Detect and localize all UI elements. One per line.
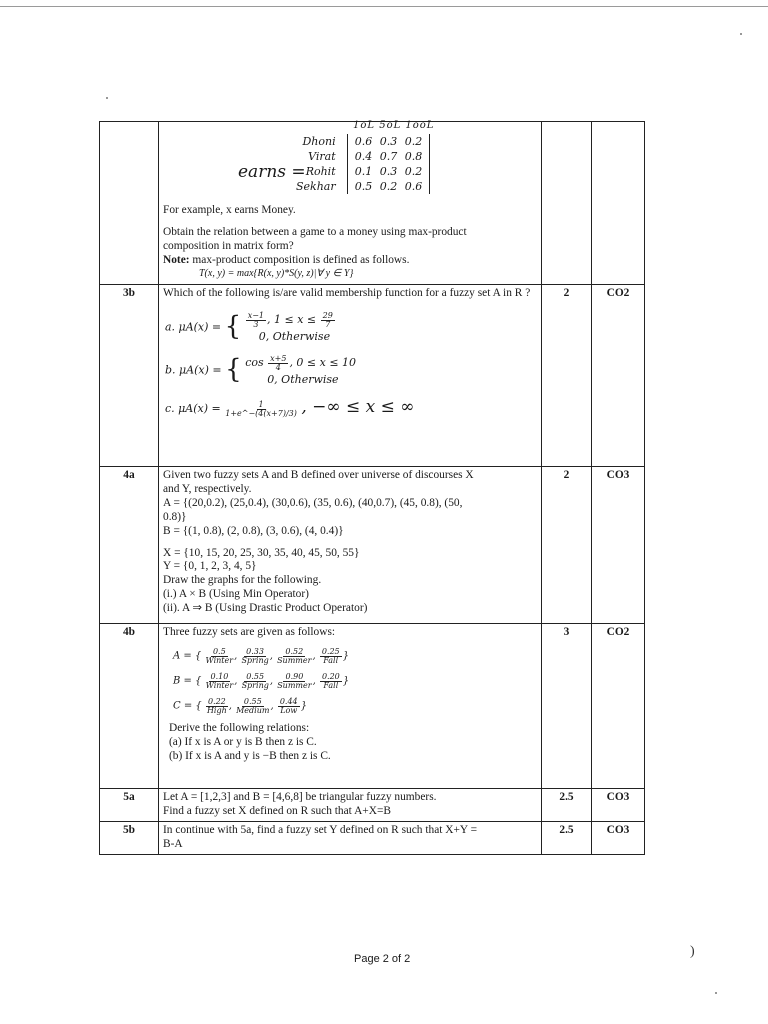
element: Fall <box>323 680 339 690</box>
marks-value: 2.5 <box>542 821 592 854</box>
otherwise-case: 0, Otherwise <box>258 329 331 343</box>
marks-value: 2.5 <box>542 789 592 822</box>
membership: 0.25 <box>321 646 340 656</box>
question-number: 3b <box>100 285 159 467</box>
marks-value: 2 <box>542 285 592 467</box>
question-text-cell <box>159 624 542 789</box>
option-c <box>165 397 537 418</box>
page-number: Page 2 of 2 <box>354 953 411 965</box>
co-cell <box>592 122 645 285</box>
question-text: Three fuzzy sets are given as follows: <box>163 626 336 638</box>
question-number: 4a <box>100 467 159 624</box>
set-a-definition: A = {(20,0.2), (25,0.4), (30,0.6), (35, 0.6), (40,0.7), (45, 0.8), (50, <box>163 496 463 509</box>
sub-question: (i.) A × B (Using Min Operator) <box>163 588 309 601</box>
question-number: 5b <box>100 821 159 854</box>
matrix-cell: 0.6 <box>354 135 373 148</box>
option-a-label: a. μA(x) = <box>165 320 222 334</box>
question-number-cell <box>100 122 159 285</box>
matrix-name: earns = <box>238 162 306 182</box>
question-text: Find a fuzzy set X defined on R such that A+X=B <box>163 804 391 817</box>
membership: 0.44 <box>279 696 298 706</box>
option-a <box>165 311 537 344</box>
matrix-row-labels <box>296 134 336 194</box>
fraction-denominator: 7 <box>325 319 331 329</box>
question-text: Draw the graphs for the following. <box>163 574 322 587</box>
matrix-cell: 0.7 <box>379 150 398 163</box>
note-body: max-product composition is defined as follows. <box>189 253 410 266</box>
left-brace-icon: { <box>225 354 242 385</box>
membership: 0.90 <box>285 671 304 681</box>
matrix-values <box>347 134 430 194</box>
co-value: CO3 <box>592 789 645 822</box>
element: Winter <box>205 655 234 665</box>
element: Medium <box>236 705 270 715</box>
set-label: B = <box>173 675 196 687</box>
question-text: and Y, respectively. <box>163 482 252 495</box>
note-label: Note: <box>163 253 190 266</box>
pen-mark-icon: ) <box>690 944 695 959</box>
matrix-cell: 0.1 <box>354 165 373 178</box>
composition-formula: T(x, y) = max{R(x, y)*S(y, z)|∀ y ∈ Y} <box>199 267 354 279</box>
set-label: A = <box>173 650 195 662</box>
handwritten-range: , −∞ ≤ x ≤ ∞ <box>301 396 415 417</box>
question-number: 5a <box>100 789 159 822</box>
matrix-row-label: Virat <box>308 150 336 163</box>
matrix-row-label: Sekhar <box>296 180 336 193</box>
marks-cell <box>542 122 592 285</box>
question-text: composition in matrix form? <box>163 239 294 252</box>
fraction-numerator: 29 <box>322 310 333 320</box>
fraction-denominator: 1+e^−(4(x+7)/3) <box>225 408 297 418</box>
note-text <box>163 254 537 268</box>
question-text: B-A <box>163 837 183 850</box>
set-label: C = <box>173 700 196 712</box>
membership: 0.55 <box>243 696 262 706</box>
marks-value: 2 <box>542 467 592 624</box>
option-b-label: b. μA(x) = <box>165 363 222 377</box>
question-row-4b <box>100 624 645 789</box>
universe-y: Y = {0, 1, 2, 3, 4, 5} <box>163 560 257 573</box>
fraction-numerator: x−1 <box>247 310 265 320</box>
question-row-5b <box>100 821 645 854</box>
question-row-5a <box>100 789 645 822</box>
matrix-row-label: Dhoni <box>302 135 336 148</box>
co-value: CO2 <box>592 285 645 467</box>
sub-question: (a) If x is A or y is B then z is C. <box>169 735 317 748</box>
matrix-cell: 0.2 <box>404 165 423 178</box>
earns-matrix <box>163 120 537 204</box>
scan-speck <box>740 33 742 35</box>
case-condition: , 1 ≤ x ≤ <box>267 312 320 326</box>
fraction-numerator: x+5 <box>270 353 287 363</box>
matrix-cell: 0.3 <box>379 135 398 148</box>
element: Low <box>280 705 298 715</box>
fraction-denominator: 3 <box>253 319 259 329</box>
example-text: For example, x earns Money. <box>163 204 296 216</box>
scan-top-edge <box>0 6 768 7</box>
membership: 0.52 <box>285 646 304 656</box>
matrix-cell: 0.8 <box>404 150 423 163</box>
element: High <box>206 705 227 715</box>
question-text: Obtain the relation between a game to a money using max-product <box>163 225 467 238</box>
question-text-cell <box>159 285 542 467</box>
membership: 0.55 <box>246 671 265 681</box>
element: Winter <box>205 680 234 690</box>
co-value: CO2 <box>592 624 645 789</box>
matrix-cell: 0.6 <box>404 180 423 193</box>
option-b <box>165 354 537 387</box>
left-brace-icon: { <box>224 311 242 342</box>
cos-function: cos <box>245 355 264 369</box>
question-text: In continue with 5a, find a fuzzy set Y defined on R such that X+Y = <box>163 823 477 836</box>
fraction-denominator: 4 <box>275 362 281 372</box>
membership: 0.5 <box>212 646 226 656</box>
membership: 0.33 <box>246 646 264 656</box>
fuzzy-set-c: C = { $\frac{0.22}{\text{High}}$, $\frac{0.55}{\text{Medium}}$, $\frac{0.44}{\text{Low}}$} <box>173 696 307 715</box>
fuzzy-set-b: B = { $\frac{0.10}{\text{Winter}}$, $\frac{0.55}{\text{Spring}}$, $\frac{0.90}{\text{Summer}}$, $\frac{0.20}{\text{Fall}}$} <box>173 671 350 690</box>
marks-value: 3 <box>542 624 592 789</box>
membership: 0.10 <box>210 671 229 681</box>
element: Summer <box>277 655 312 665</box>
question-table <box>99 121 645 855</box>
co-value: CO3 <box>592 821 645 854</box>
question-row-3b <box>100 285 645 467</box>
question-row-4a <box>100 467 645 624</box>
question-text-cell <box>159 789 542 822</box>
question-text-cell <box>159 821 542 854</box>
membership: 0.22 <box>207 696 226 706</box>
question-number: 4b <box>100 624 159 789</box>
scan-speck <box>715 992 717 994</box>
matrix-cell: 0.2 <box>404 135 423 148</box>
sub-question: (ii). A ⇒ B (Using Drastic Product Operator) <box>163 602 368 615</box>
matrix-cell: 0.5 <box>354 180 373 193</box>
universe-x: X = {10, 15, 20, 25, 30, 35, 40, 45, 50, 55} <box>163 546 360 559</box>
matrix-row-label: Rohit <box>305 165 336 178</box>
question-text: Which of the following is/are valid membership function for a fuzzy set A in R ? <box>163 287 531 299</box>
question-text: Given two fuzzy sets A and B defined over universe of discourses X <box>163 469 474 481</box>
matrix-cell: 0.2 <box>379 180 398 193</box>
set-a-definition: 0.8)} <box>163 510 187 523</box>
matrix-cell: 0.4 <box>354 150 373 163</box>
membership: 0.20 <box>321 671 340 681</box>
set-b-definition: B = {(1, 0.8), (2, 0.8), (3, 0.6), (4, 0.4)} <box>163 524 344 537</box>
fuzzy-set-a: A = { $\frac{0.5}{\text{Winter}}$, $\frac{0.33}{\text{Spring}}$, $\frac{0.52}{\text{Summer}}$, $\frac{0.25}{\text{Fall}}$} <box>173 646 349 665</box>
otherwise-case: 0, Otherwise <box>267 372 339 386</box>
matrix-column-header: 1oL 5oL 1ooL <box>353 120 435 131</box>
element: Summer <box>277 680 312 690</box>
piecewise-cases <box>245 354 356 387</box>
element: Spring <box>241 655 269 665</box>
question-text-cell <box>159 467 542 624</box>
question-text: Derive the following relations: <box>169 721 310 734</box>
sub-question: (b) If x is A and y is −B then z is C. <box>169 749 331 762</box>
element: Spring <box>241 680 269 690</box>
piecewise-cases <box>245 311 336 344</box>
matrix-cell: 0.3 <box>379 165 398 178</box>
element: Fall <box>323 655 339 665</box>
fraction-numerator: 1 <box>258 399 264 409</box>
question-row-3a <box>100 122 645 285</box>
case-condition: , 0 ≤ x ≤ 10 <box>289 355 357 369</box>
question-text-cell <box>159 122 542 285</box>
question-text: Let A = [1,2,3] and B = [4,6,8] be triangular fuzzy numbers. <box>163 791 437 803</box>
co-value: CO3 <box>592 467 645 624</box>
option-c-label: c. μA(x) = <box>165 401 221 415</box>
scan-speck <box>106 97 108 99</box>
